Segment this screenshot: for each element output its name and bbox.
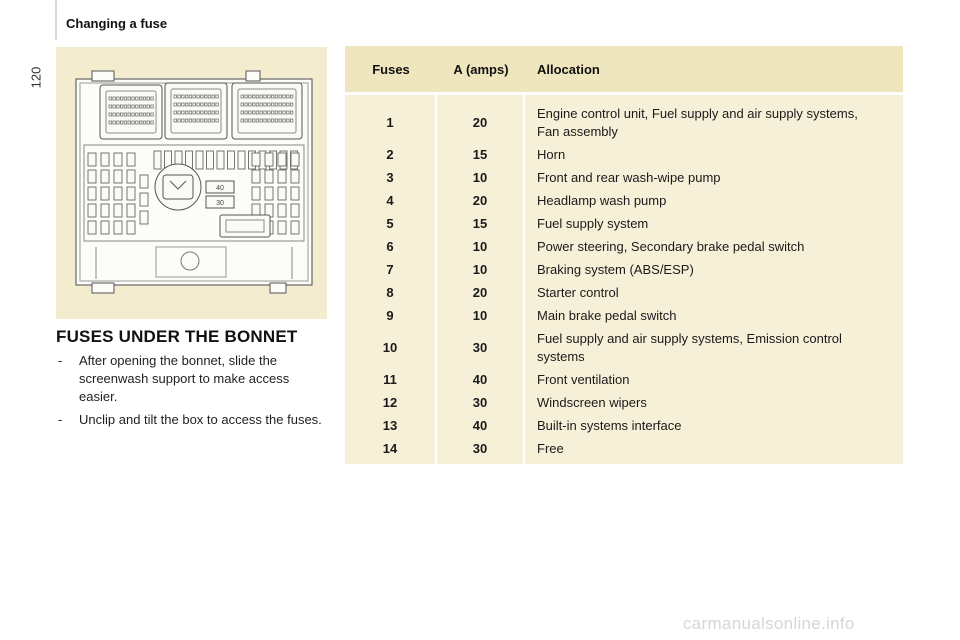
- fuse-number: 3: [345, 167, 437, 190]
- header-amps: A (amps): [437, 46, 525, 95]
- header-allocation: Allocation: [525, 46, 903, 95]
- fuse-slot: [291, 221, 299, 234]
- header-fuses: Fuses: [345, 46, 437, 95]
- fuse-amps: 20: [437, 282, 525, 305]
- fuse-amps: 30: [437, 328, 525, 369]
- fuse-allocation: Front ventilation: [525, 369, 903, 392]
- fuse-allocation: Horn: [525, 144, 903, 167]
- fuse-amps: 10: [437, 259, 525, 282]
- fuse-slot: [217, 151, 224, 169]
- table-row: [345, 392, 903, 415]
- fuse-number: 8: [345, 282, 437, 305]
- fuse-number: 14: [345, 438, 437, 465]
- fuse-slot: [140, 211, 148, 224]
- fuse-allocation: Free: [525, 438, 903, 465]
- section-header: Changing a fuse: [66, 16, 168, 31]
- fuse-amps: 20: [437, 190, 525, 213]
- fuse-slot: [278, 170, 286, 183]
- fuse-box-drawing: [56, 47, 327, 319]
- fuse-slot: [127, 204, 135, 217]
- fuse-allocation: Starter control: [525, 282, 903, 305]
- page-number: 120: [28, 66, 44, 88]
- table-row: [345, 259, 903, 282]
- table-row: [345, 369, 903, 392]
- fuse-slot: [88, 153, 96, 166]
- fuse-allocation-table: [345, 46, 903, 464]
- fuse-amps: 15: [437, 213, 525, 236]
- fuse-label-40: 40: [216, 185, 224, 192]
- fuse-allocation: Headlamp wash pump: [525, 190, 903, 213]
- fuse-slot: [265, 153, 273, 166]
- fuse-number: 10: [345, 328, 437, 369]
- instruction-item: [58, 411, 328, 429]
- relay: [155, 164, 201, 210]
- fuse-allocation: Front and rear wash-wipe pump: [525, 167, 903, 190]
- table-row: [345, 236, 903, 259]
- fuse-slot: [196, 151, 203, 169]
- fuse-amps: 10: [437, 305, 525, 328]
- fuse-slot: [114, 187, 122, 200]
- fuse-allocation: Power steering, Secondary brake pedal switch: [525, 236, 903, 259]
- fuse-slot: [114, 221, 122, 234]
- fuse-slot: [154, 151, 161, 169]
- fuse-amps: 10: [437, 236, 525, 259]
- fuse-amps: 40: [437, 369, 525, 392]
- table-row: [345, 305, 903, 328]
- fuse-amps: 30: [437, 392, 525, 415]
- fuse-slot: [140, 193, 148, 206]
- fuse-number: 4: [345, 190, 437, 213]
- fuse-slot: [114, 153, 122, 166]
- fuse-slot: [140, 175, 148, 188]
- header-rule: [55, 0, 57, 40]
- fuse-slot: [252, 153, 260, 166]
- fuse-slot: [291, 153, 299, 166]
- table-row: [345, 190, 903, 213]
- fuse-slot: [101, 204, 109, 217]
- fuse-allocation: Fuel supply system: [525, 213, 903, 236]
- instruction-item: [58, 352, 328, 406]
- fuse-box-diagram: [56, 47, 327, 319]
- fuse-slot: [252, 170, 260, 183]
- fuse-number: 7: [345, 259, 437, 282]
- fuse-label-30: 30: [216, 200, 224, 207]
- instruction-text: After opening the bonnet, slide the screenwash support to make access easier.: [79, 353, 290, 404]
- fuse-number: 13: [345, 415, 437, 438]
- fuse-slot: [278, 204, 286, 217]
- fuse-slot: [114, 204, 122, 217]
- fuse-slot: [291, 170, 299, 183]
- fuse-amps: 40: [437, 415, 525, 438]
- fuse-number: 1: [345, 95, 437, 144]
- fuse-slot: [88, 187, 96, 200]
- table-row: [345, 438, 903, 465]
- table-row: [345, 328, 903, 369]
- fuse-number: 11: [345, 369, 437, 392]
- fuse-slot: [127, 170, 135, 183]
- fuse-slot: [127, 221, 135, 234]
- fuse-slot: [101, 187, 109, 200]
- fuse-amps: 30: [437, 438, 525, 465]
- fuse-slot: [88, 170, 96, 183]
- fuse-slot: [238, 151, 245, 169]
- fuse-allocation: Windscreen wipers: [525, 392, 903, 415]
- fuse-slot: [88, 204, 96, 217]
- table-row: [345, 95, 903, 144]
- instructions-list: [58, 352, 328, 434]
- fuse-amps: 20: [437, 95, 525, 144]
- fuse-slot: [265, 170, 273, 183]
- table-row: [345, 282, 903, 305]
- fuse-slot: [291, 204, 299, 217]
- fuse-slot: [228, 151, 235, 169]
- instruction-bullet: -: [58, 412, 63, 427]
- fuse-slot: [252, 187, 260, 200]
- fuse-slot: [207, 151, 214, 169]
- fuse-allocation: Braking system (ABS/ESP): [525, 259, 903, 282]
- connector-left: [100, 85, 162, 139]
- fuse-slot: [278, 153, 286, 166]
- fuse-slot: [88, 221, 96, 234]
- fuse-slot: [127, 187, 135, 200]
- table-row: [345, 415, 903, 438]
- fuse-slot: [101, 221, 109, 234]
- fuse-slot: [278, 187, 286, 200]
- table-row: [345, 213, 903, 236]
- fuse-slot: [101, 170, 109, 183]
- watermark: carmanualsonline.info: [683, 614, 855, 633]
- fuse-slot: [278, 221, 286, 234]
- fuse-slot: [265, 187, 273, 200]
- fuse-number: 6: [345, 236, 437, 259]
- fuse-number: 5: [345, 213, 437, 236]
- fuse-slot: [114, 170, 122, 183]
- fuse-allocation: Fuel supply and air supply systems, Emission control systems: [525, 328, 903, 369]
- fuse-slot: [101, 153, 109, 166]
- fuse-allocation: Built-in systems interface: [525, 415, 903, 438]
- instruction-bullet: -: [58, 353, 63, 368]
- fuse-slot: [127, 153, 135, 166]
- table-row: [345, 144, 903, 167]
- instruction-text: Unclip and tilt the box to access the fuses.: [79, 412, 322, 427]
- fuse-slot: [291, 187, 299, 200]
- fuse-allocation: Engine control unit, Fuel supply and air supply systems, Fan assembly: [525, 95, 903, 144]
- fuses-under-bonnet-heading: FUSES UNDER THE BONNET: [56, 327, 298, 346]
- fuse-amps: 10: [437, 167, 525, 190]
- fuse-amps: 15: [437, 144, 525, 167]
- fuse-number: 2: [345, 144, 437, 167]
- fuse-allocation: Main brake pedal switch: [525, 305, 903, 328]
- fuse-number: 9: [345, 305, 437, 328]
- fuse-number: 12: [345, 392, 437, 415]
- table-row: [345, 167, 903, 190]
- table-header-row: [345, 46, 903, 95]
